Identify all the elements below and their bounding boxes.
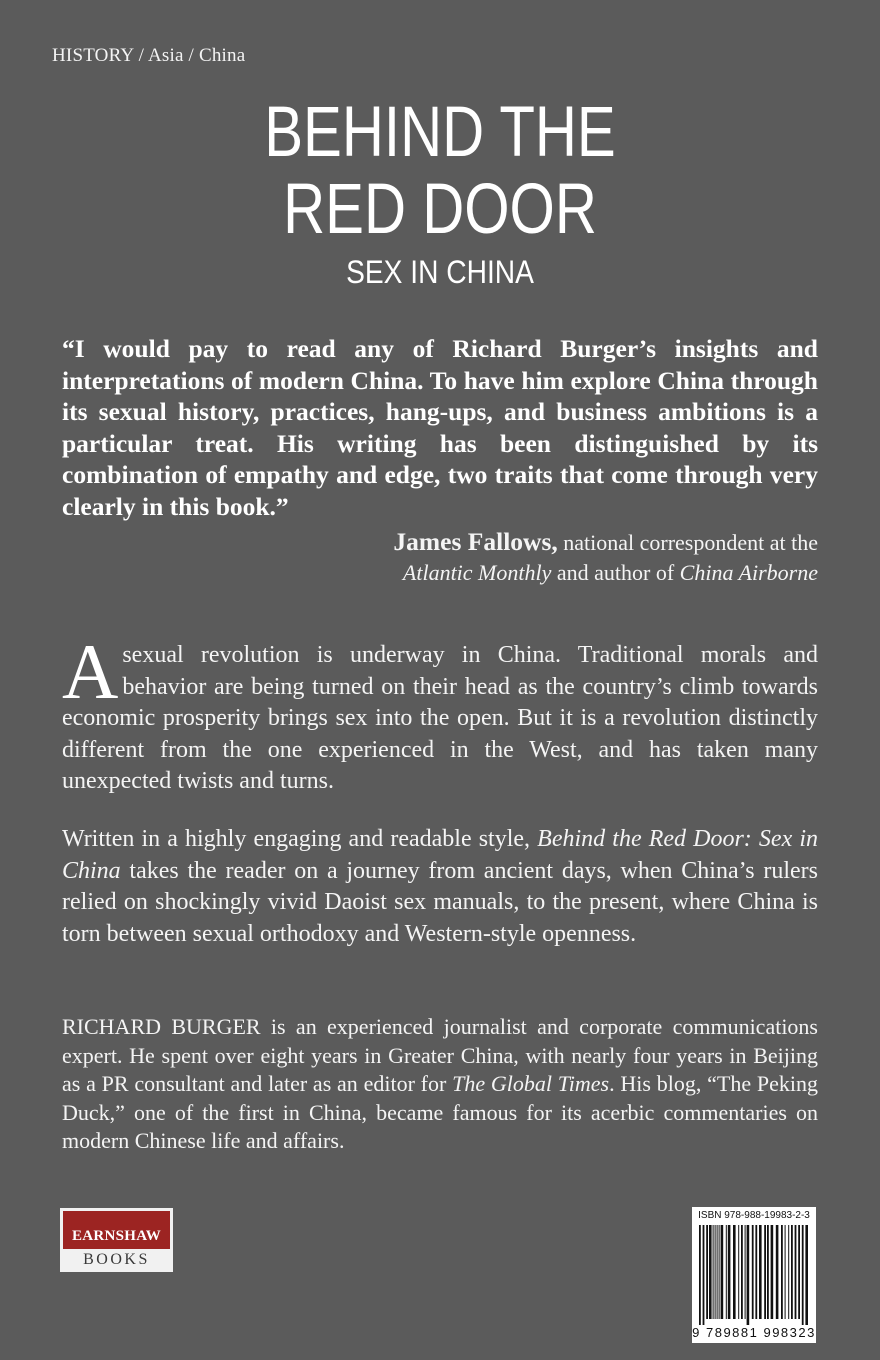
- barcode-bar: [759, 1225, 762, 1319]
- book-subtitle: SEX IN CHINA: [346, 254, 534, 290]
- author-bio: [62, 1013, 818, 1156]
- barcode-bar: [776, 1225, 779, 1319]
- publisher-logo-bottom: BOOKS: [83, 1251, 150, 1268]
- book-title: [79, 94, 801, 248]
- description-paragraph-2: [62, 824, 818, 950]
- description-paragraph-2-rest: takes the reader on a journey from ancient days, when China’s rulers relied on shockingly vivid Daoist sex manuals, to the present, where China is torn between sexual orthodoxy and Western-style openness.: [62, 857, 818, 947]
- description-book-title: Behind the Red Door: Sex in China: [62, 826, 819, 884]
- barcode-bar: [795, 1225, 797, 1319]
- isbn-label: ISBN 978-988-19983-2-3: [698, 1210, 810, 1221]
- publisher-logo-top: EARNSHAW: [63, 1211, 170, 1249]
- drop-cap: A: [62, 628, 119, 715]
- barcode-bar: [745, 1225, 746, 1319]
- barcode-bar: [752, 1225, 754, 1319]
- isbn-digits: 9 789881 998323: [692, 1325, 816, 1340]
- endorser-publication: Atlantic Monthly: [402, 560, 552, 585]
- endorser-book: China Airborne: [679, 560, 818, 585]
- description-paragraph-1: [62, 628, 818, 798]
- barcode-bar: [719, 1225, 720, 1319]
- barcode-bar: [785, 1225, 786, 1319]
- title-line-2: RED DOOR: [283, 170, 597, 249]
- barcode-bar: [717, 1225, 718, 1319]
- barcode-bar: [755, 1225, 757, 1319]
- isbn-barcode: [692, 1207, 816, 1343]
- barcode-bar: [699, 1225, 701, 1325]
- category-label: HISTORY / Asia / China: [52, 45, 246, 66]
- barcode-bar: [715, 1225, 716, 1319]
- barcode-bar: [781, 1225, 783, 1319]
- barcode-bar: [728, 1225, 731, 1319]
- barcode-bar: [802, 1225, 804, 1325]
- endorser-name: James Fallows,: [393, 527, 558, 556]
- barcode-bar: [733, 1225, 736, 1319]
- author-bio-part-1: RICHARD BURGER is an experienced journalist and corporate communications expert. He spent over eight years in Greater China, with nearly four years in Beijing as a PR consultant and later as an editor for: [62, 1014, 818, 1096]
- barcode-bar: [771, 1225, 774, 1319]
- barcode-bar: [788, 1225, 789, 1319]
- endorser-and-author-of: and author of: [551, 560, 680, 585]
- author-bio-publication: The Global Times: [452, 1071, 610, 1096]
- barcode-bar: [798, 1225, 800, 1319]
- endorsement-attribution: [118, 527, 818, 588]
- barcode-bar: [747, 1225, 750, 1325]
- description-paragraph-2-intro: Written in a highly engaging and readable style,: [62, 826, 538, 852]
- endorsement-quote: “I would pay to read any of Richard Burger’s insights and interpretations of modern China. To have him explore China through its sexual history, practices, hang-ups, and business ambitions is a particular treat. His writing has been distinguished by its combination of empathy and edge, two traits that come through very clearly in this book.”: [62, 334, 818, 521]
- barcode-bar: [805, 1225, 808, 1325]
- barcode-bar: [741, 1225, 743, 1319]
- barcode-bar: [721, 1225, 724, 1319]
- endorser-role: national correspondent at the: [557, 530, 818, 555]
- barcode-bar: [709, 1225, 712, 1319]
- barcode-bar: [791, 1225, 793, 1319]
- barcode-bar: [706, 1225, 708, 1319]
- barcode-bar: [713, 1225, 714, 1319]
- barcode-bar: [738, 1225, 739, 1319]
- barcode-bar: [726, 1225, 727, 1319]
- description-paragraph-1-text: sexual revolution is underway in China. Traditional morals and behavior are being turned on their head as the country’s climb towards economic prosperity brings sex into the open. But it is a revolution distinctly different from the one experienced in the West, and has taken many unexpected twists and turns.: [62, 642, 818, 794]
- barcode-bar: [767, 1225, 769, 1319]
- barcode-bar: [703, 1225, 705, 1325]
- barcode-bars: [698, 1225, 810, 1325]
- title-line-1: BEHIND THE: [264, 93, 616, 172]
- author-bio-part-2: . His blog, “The Peking Duck,” one of the first in China, became famous for its acerbic commentaries on modern Chinese life and affairs.: [62, 1071, 818, 1153]
- publisher-logo: [60, 1208, 173, 1272]
- barcode-bar: [764, 1225, 766, 1319]
